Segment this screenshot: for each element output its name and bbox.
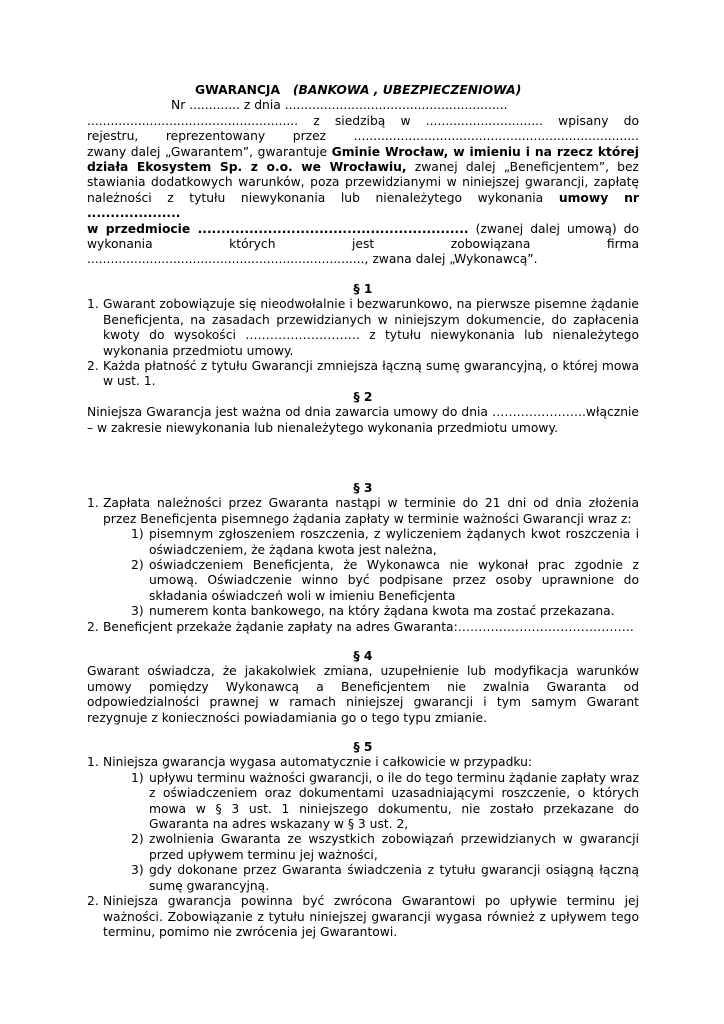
- intro-ekosystem-bold: działa Ekosystem Sp. z o.o. we Wrocławiu,: [87, 160, 407, 175]
- intro-line-5: stawiania dodatkowych warunków, poza przewidzianymi w niniejszej gwarancji, zapłatę: [87, 175, 639, 190]
- item-text: Każda płatność z tytułu Gwarancji zmniejsza łączną sumę gwarancyjną, o której mowa w ust. 1.: [103, 358, 639, 389]
- intro-subject-bold: w przedmiocie ..........................................................: [87, 221, 469, 236]
- subitem-text: zwolnienia Gwaranta ze wszystkich zobowiązań przewidzianych w gwarancji przed upływem terminu jej ważności,: [149, 832, 639, 862]
- item-number: 2.: [87, 358, 99, 373]
- section-2-heading: § 2: [353, 389, 373, 404]
- section-3-item-2: [87, 620, 639, 635]
- section-5-list: [87, 755, 639, 770]
- document-title: [87, 83, 639, 98]
- subitem-number: 2): [131, 557, 144, 572]
- section-3-subitem-2: [87, 558, 639, 604]
- section-5-list-cont: [87, 894, 639, 940]
- item-number: 2.: [87, 619, 99, 634]
- section-1-heading: § 1: [353, 281, 373, 296]
- intro-line-6: [87, 191, 639, 222]
- item-text: Niniejsza gwarancja wygasa automatycznie i całkowicie w przypadku:: [103, 755, 533, 770]
- intro-line-9: ......................................................................., zwana dalej „Wykonawcą”.: [87, 252, 538, 267]
- item-text: Niniejsza gwarancja powinna być zwrócona Gwarantowi po upływie terminu jej ważności. Zobowiązanie z tytułu niniejszej gwarancji wygasa również z upływem tego terminu, pomimo nie zwrócenia jej Gwarantowi.: [103, 894, 639, 939]
- subitem-text: oświadczeniem Beneficjenta, że Wykonawca nie wykonał prac zgodnie z umową. Oświadczenie winno być podpisane przez osoby uprawnione do składania oświadczeń woli w imieniu Beneficjenta: [149, 557, 639, 603]
- intro-line-3: [87, 145, 639, 160]
- intro-contract-text: (zwanej dalej umową) do: [468, 221, 639, 236]
- intro-guarantor-text: zwany dalej „Gwarantem”, gwarantuje: [87, 144, 332, 159]
- section-3-item-1: [87, 496, 639, 527]
- section-5-heading: § 5: [353, 740, 373, 755]
- intro-beneficiary-text: zwanej dalej „Beneficjentem”, bez: [406, 160, 639, 175]
- intro-line-7: [87, 222, 639, 237]
- intro-paragraph: [87, 114, 639, 268]
- item-text: Zapłata należności przez Gwaranta nastąpi w terminie do 21 dni od dnia złożenia przez Beneficjenta pisemnego żądania zapłaty w terminie ważności Gwarancji wraz z:: [103, 496, 639, 526]
- section-1-item-2: [87, 359, 639, 390]
- item-text: Gwarant zobowiązuje się nieodwołalnie i bezwarunkowo, na pierwsze pisemne żądanie Beneficjenta, na zasadach przewidzianych w niniejszym dokumencie, do zapłacenia kwoty do wysokości ………………………. z tytułu niewykonania lub nienależytego wykonania przedmiotu umowy.: [103, 297, 639, 358]
- section-5-item-2: [87, 894, 639, 940]
- section-5-subitem-1: [87, 771, 639, 833]
- document-page: [87, 83, 639, 940]
- item-number: 1.: [87, 496, 99, 511]
- subitem-text: numerem konta bankowego, na który żądana kwota ma zostać przekazana.: [149, 604, 615, 619]
- subitem-number: 3): [131, 863, 144, 878]
- section-5-subitem-3: [87, 863, 639, 894]
- section-5-item-1: [87, 755, 639, 770]
- section-3-list-cont: [87, 620, 639, 635]
- section-3-subitem-3: [87, 604, 639, 619]
- item-number: 1.: [87, 297, 99, 312]
- subitem-number: 1): [131, 527, 144, 542]
- section-1-item-1: [87, 297, 639, 359]
- subitem-text: pisemnym zgłoszeniem roszczenia, z wyliczeniem żądanych kwot roszczenia i oświadczeniem, że żądana kwota jest należna,: [149, 527, 639, 557]
- subitem-number: 1): [131, 770, 144, 785]
- number-date-line: Nr ............. z dnia .........................................................: [171, 98, 508, 113]
- section-3-list: [87, 496, 639, 527]
- item-number: 2.: [87, 894, 99, 909]
- intro-line-8: wykonania których jest zobowiązana firma: [87, 237, 639, 252]
- subitem-number: 3): [131, 604, 144, 619]
- title-subtitle: (BANKOWA , UBEZPIECZENIOWA): [292, 83, 522, 97]
- section-3-subitem-1: [87, 527, 639, 558]
- intro-payment-text: należności z tytułu niewykonania lub nienależytego wykonania: [87, 190, 559, 205]
- section-1-list: [87, 297, 639, 389]
- intro-line-2: rejestru, reprezentowany przez .........................................................................: [87, 129, 639, 144]
- section-5-subitem-2: [87, 832, 639, 863]
- section-3-heading: § 3: [353, 480, 373, 495]
- section-4-heading: § 4: [353, 649, 373, 663]
- item-text: Beneficjent przekaże żądanie zapłaty na adres Gwaranta:…………………………………….: [103, 619, 634, 634]
- section-4-text: Gwarant oświadcza, że jakakolwiek zmiana, uzupełnienie lub modyfikacja warunków umowy pomiędzy Wykonawcą a Beneficjentem nie zwalnia Gwaranta od odpowiedzialności prawnej w ramach niniejszej gwarancji i tym samym Gwarant rezygnuje z konieczności powiadamiania go o tego typu zmianie.: [87, 664, 639, 725]
- intro-line-1: ...................................................... z siedzibą w .............................. wpisany do: [87, 113, 639, 128]
- section-3-sublist: [87, 527, 639, 619]
- title-main: GWARANCJA: [195, 83, 281, 97]
- subitem-number: 2): [131, 832, 144, 847]
- section-2-text: Niniejsza Gwarancja jest ważna od dnia zawarcia umowy do dnia …………………..włącznie – w zakresie niewykonania lub nienależytego wykonania przedmiotu umowy.: [87, 405, 639, 435]
- item-number: 1.: [87, 755, 99, 770]
- intro-contract-number-bold: umowy nr ....................: [87, 190, 640, 221]
- section-5-sublist: [87, 771, 639, 894]
- intro-line-4: [87, 160, 639, 175]
- subitem-text: gdy dokonane przez Gwaranta świadczenia z tytułu gwarancji osiągną łączną sumę gwarancyjną.: [149, 863, 639, 893]
- subitem-text: upływu terminu ważności gwarancji, o ile do tego terminu żądanie zapłaty wraz z oświadczeniem oraz dokumentami uzasadniającymi roszczenie, o których mowa w § 3 ust. 1 niniejszego dokumentu, nie zostało przekazane do Gwaranta na adres wskazany w § 3 ust. 2,: [149, 770, 639, 832]
- intro-beneficiary-bold: Gminie Wrocław, w imieniu i na rzecz której: [331, 144, 639, 159]
